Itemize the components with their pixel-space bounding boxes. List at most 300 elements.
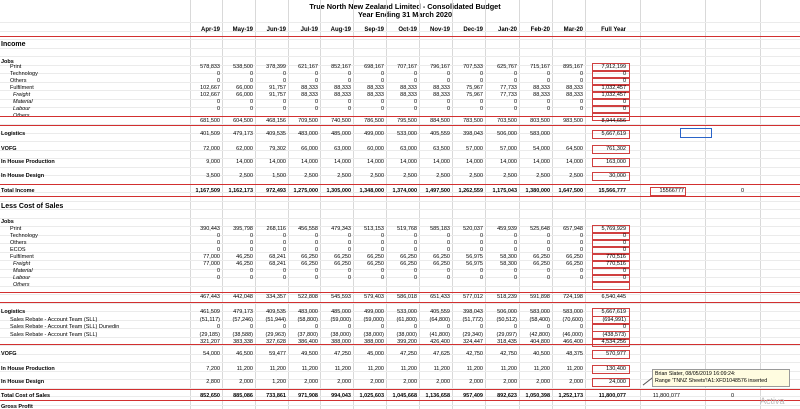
value-cell[interactable]: 2,500 xyxy=(304,173,318,179)
value-cell[interactable]: 709,500 xyxy=(298,118,318,124)
value-cell[interactable]: 0 xyxy=(446,106,450,112)
value-cell[interactable]: 0 xyxy=(216,233,220,239)
value-cell[interactable]: 409,535 xyxy=(266,131,286,137)
value-cell[interactable]: 0 xyxy=(216,275,220,281)
value-cell[interactable]: 401,509 xyxy=(200,131,220,137)
value-cell[interactable]: 0 xyxy=(282,71,286,77)
value-cell[interactable]: 0 xyxy=(413,324,417,330)
value-cell[interactable]: 91,757 xyxy=(269,85,286,91)
value-cell[interactable]: 2,500 xyxy=(469,173,483,179)
value-cell[interactable]: 0 xyxy=(282,275,286,281)
value-cell[interactable] xyxy=(487,281,517,289)
value-cell[interactable]: 75,967 xyxy=(466,85,483,91)
value-cell[interactable]: 852,167 xyxy=(331,64,351,70)
value-cell[interactable]: 0 xyxy=(446,324,450,330)
value-cell[interactable]: 1,045,668 xyxy=(392,393,417,399)
full-year-cell[interactable]: 0 xyxy=(622,233,626,239)
value-cell[interactable]: 621,167 xyxy=(298,64,318,70)
value-cell[interactable]: 77,733 xyxy=(500,92,517,98)
value-cell[interactable]: 0 xyxy=(380,240,384,246)
full-year-cell[interactable]: (438,573) xyxy=(602,331,626,338)
full-year-cell[interactable]: (694,991) xyxy=(602,316,626,323)
value-cell[interactable]: 0 xyxy=(446,71,450,77)
value-cell[interactable]: 2,500 xyxy=(403,173,417,179)
value-cell[interactable]: 66,250 xyxy=(334,254,351,260)
full-year-cell[interactable]: 130,400 xyxy=(606,366,626,372)
value-cell[interactable]: 2,500 xyxy=(370,173,384,179)
value-cell[interactable]: 54,000 xyxy=(533,146,550,152)
value-cell[interactable]: 318,435 xyxy=(497,339,517,345)
value-cell[interactable]: 707,533 xyxy=(463,64,483,70)
extra-cell[interactable]: 0 xyxy=(740,188,744,194)
value-cell[interactable]: 2,500 xyxy=(239,173,253,179)
value-cell[interactable]: 0 xyxy=(380,324,384,330)
value-cell[interactable]: 0 xyxy=(446,99,450,105)
value-cell[interactable]: 14,000 xyxy=(500,159,517,165)
value-cell[interactable]: 533,000 xyxy=(397,131,417,137)
value-cell[interactable]: 11,200 xyxy=(301,366,318,372)
value-cell[interactable]: 0 xyxy=(249,268,253,274)
value-cell[interactable]: 2,000 xyxy=(436,379,450,385)
value-cell[interactable]: 0 xyxy=(249,78,253,84)
value-cell[interactable]: 518,239 xyxy=(497,294,517,300)
value-cell[interactable]: 0 xyxy=(314,247,318,253)
value-cell[interactable]: 983,500 xyxy=(563,118,583,124)
value-cell[interactable]: 0 xyxy=(380,71,384,77)
value-cell[interactable]: 483,000 xyxy=(298,131,318,137)
value-cell[interactable]: 0 xyxy=(513,78,517,84)
value-cell[interactable]: 40,500 xyxy=(533,351,550,357)
value-cell[interactable]: 0 xyxy=(546,240,550,246)
full-year-cell[interactable]: 0 xyxy=(622,324,626,330)
value-cell[interactable]: 88,333 xyxy=(433,92,450,98)
value-cell[interactable]: 46,250 xyxy=(236,254,253,260)
value-cell[interactable]: 479,173 xyxy=(233,131,253,137)
value-cell[interactable]: 783,500 xyxy=(463,118,483,124)
value-cell[interactable]: 1,497,500 xyxy=(425,188,450,194)
extra-cell[interactable]: 0 xyxy=(730,393,734,399)
value-cell[interactable]: 66,250 xyxy=(301,261,318,267)
value-cell[interactable]: 577,012 xyxy=(463,294,483,300)
value-cell[interactable]: 57,000 xyxy=(466,146,483,152)
full-year-cell[interactable]: 7,912,199 xyxy=(601,64,626,70)
value-cell[interactable] xyxy=(223,281,253,289)
extra-cell[interactable]: 11,800,077 xyxy=(652,393,680,399)
value-cell[interactable]: 2,000 xyxy=(569,379,583,385)
value-cell[interactable]: 11,200 xyxy=(466,366,483,372)
value-cell[interactable]: 378,399 xyxy=(266,64,286,70)
value-cell[interactable] xyxy=(553,281,583,289)
value-cell[interactable]: 0 xyxy=(546,275,550,281)
value-cell[interactable]: 1,175,043 xyxy=(492,188,517,194)
value-cell[interactable]: 0 xyxy=(380,247,384,253)
value-cell[interactable]: 2,500 xyxy=(536,173,550,179)
value-cell[interactable]: 64,500 xyxy=(566,146,583,152)
value-cell[interactable]: 0 xyxy=(413,106,417,112)
value-cell[interactable]: 383,338 xyxy=(233,339,253,345)
value-cell[interactable]: 2,500 xyxy=(503,173,517,179)
value-cell[interactable]: (51,944) xyxy=(265,316,286,323)
full-year-cell[interactable]: 24,000 xyxy=(609,379,626,385)
full-year-cell[interactable]: 0 xyxy=(622,78,626,84)
value-cell[interactable]: (38,000) xyxy=(363,331,384,338)
value-cell[interactable]: 0 xyxy=(513,268,517,274)
value-cell[interactable]: 0 xyxy=(380,99,384,105)
value-cell[interactable]: 88,333 xyxy=(367,85,384,91)
value-cell[interactable]: 14,000 xyxy=(334,159,351,165)
value-cell[interactable]: 0 xyxy=(579,240,583,246)
value-cell[interactable]: 0 xyxy=(579,268,583,274)
value-cell[interactable]: 499,000 xyxy=(364,131,384,137)
value-cell[interactable]: 506,000 xyxy=(497,131,517,137)
value-cell[interactable]: 14,000 xyxy=(367,159,384,165)
value-cell[interactable]: 0 xyxy=(282,99,286,105)
value-cell[interactable]: 386,400 xyxy=(298,339,318,345)
value-cell[interactable]: 47,625 xyxy=(433,351,450,357)
value-cell[interactable]: 971,908 xyxy=(298,393,318,399)
value-cell[interactable]: 88,333 xyxy=(533,92,550,98)
value-cell[interactable]: 0 xyxy=(380,275,384,281)
value-cell[interactable]: 0 xyxy=(579,247,583,253)
value-cell[interactable]: 88,333 xyxy=(566,85,583,91)
value-cell[interactable]: 0 xyxy=(546,324,550,330)
value-cell[interactable]: 404,800 xyxy=(530,339,550,345)
value-cell[interactable]: (37,800) xyxy=(297,331,318,338)
value-cell[interactable]: (59,000) xyxy=(330,316,351,323)
value-cell[interactable]: 1,275,000 xyxy=(293,188,318,194)
value-cell[interactable]: 0 xyxy=(546,106,550,112)
value-cell[interactable]: 56,975 xyxy=(466,254,483,260)
value-cell[interactable]: 390,443 xyxy=(200,226,220,232)
value-cell[interactable]: 1,262,559 xyxy=(458,188,483,194)
value-cell[interactable]: (29,340) xyxy=(462,331,483,338)
value-cell[interactable]: (51,117) xyxy=(199,316,220,323)
value-cell[interactable] xyxy=(321,281,351,289)
full-year-cell[interactable]: 0 xyxy=(622,71,626,77)
value-cell[interactable]: 459,939 xyxy=(497,226,517,232)
full-year-cell[interactable]: 5,769,929 xyxy=(601,226,626,232)
full-year-cell[interactable]: 1,032,457 xyxy=(601,92,626,98)
full-year-cell[interactable]: 5,667,619 xyxy=(601,131,626,137)
value-cell[interactable]: 88,333 xyxy=(533,85,550,91)
value-cell[interactable]: 49,500 xyxy=(301,351,318,357)
value-cell[interactable]: 48,375 xyxy=(566,351,583,357)
selected-cell[interactable] xyxy=(680,128,712,138)
value-cell[interactable]: 0 xyxy=(282,106,286,112)
value-cell[interactable]: 14,000 xyxy=(269,159,286,165)
full-year-cell[interactable]: 0 xyxy=(622,268,626,274)
value-cell[interactable]: 0 xyxy=(479,268,483,274)
value-cell[interactable]: 0 xyxy=(314,71,318,77)
value-cell[interactable]: 47,250 xyxy=(334,351,351,357)
value-cell[interactable]: 499,000 xyxy=(364,309,384,315)
value-cell[interactable]: 2,000 xyxy=(239,379,253,385)
value-cell[interactable]: 398,043 xyxy=(463,131,483,137)
value-cell[interactable]: 0 xyxy=(314,275,318,281)
value-cell[interactable]: 740,500 xyxy=(331,118,351,124)
full-year-cell[interactable]: 761,302 xyxy=(606,146,626,152)
value-cell[interactable]: 513,153 xyxy=(364,226,384,232)
value-cell[interactable]: 88,333 xyxy=(301,85,318,91)
value-cell[interactable]: (57,246) xyxy=(232,316,253,323)
value-cell[interactable]: 102,667 xyxy=(200,92,220,98)
value-cell[interactable]: 0 xyxy=(413,275,417,281)
value-cell[interactable]: 46,500 xyxy=(236,351,253,357)
value-cell[interactable]: 0 xyxy=(282,78,286,84)
value-cell[interactable]: 0 xyxy=(216,240,220,246)
value-cell[interactable]: (50,512) xyxy=(496,316,517,323)
value-cell[interactable]: 506,000 xyxy=(497,309,517,315)
value-cell[interactable]: 0 xyxy=(216,268,220,274)
value-cell[interactable]: 0 xyxy=(513,275,517,281)
value-cell[interactable]: 884,500 xyxy=(430,118,450,124)
value-cell[interactable]: 46,250 xyxy=(236,261,253,267)
value-cell[interactable]: 485,000 xyxy=(331,131,351,137)
value-cell[interactable]: 42,750 xyxy=(466,351,483,357)
value-cell[interactable]: 0 xyxy=(347,233,351,239)
value-cell[interactable]: 54,000 xyxy=(203,351,220,357)
value-cell[interactable]: 1,167,509 xyxy=(195,188,220,194)
value-cell[interactable]: 707,167 xyxy=(397,64,417,70)
value-cell[interactable]: 0 xyxy=(513,324,517,330)
value-cell[interactable]: 0 xyxy=(249,233,253,239)
value-cell[interactable]: (64,800) xyxy=(429,316,450,323)
value-cell[interactable]: 88,333 xyxy=(367,92,384,98)
value-cell[interactable]: 9,000 xyxy=(206,159,220,165)
value-cell[interactable]: 0 xyxy=(249,71,253,77)
value-cell[interactable]: 2,800 xyxy=(206,379,220,385)
value-cell[interactable]: 583,000 xyxy=(530,309,550,315)
value-cell[interactable] xyxy=(288,281,318,289)
value-cell[interactable]: 11,200 xyxy=(400,366,417,372)
value-cell[interactable]: 324,447 xyxy=(463,339,483,345)
value-cell[interactable]: 0 xyxy=(314,324,318,330)
value-cell[interactable]: 0 xyxy=(546,233,550,239)
value-cell[interactable]: 467,443 xyxy=(200,294,220,300)
value-cell[interactable]: 0 xyxy=(479,233,483,239)
value-cell[interactable]: 1,162,173 xyxy=(228,188,253,194)
value-cell[interactable]: 538,500 xyxy=(233,64,253,70)
value-cell[interactable]: 0 xyxy=(347,71,351,77)
value-cell[interactable]: 60,000 xyxy=(367,146,384,152)
value-cell[interactable]: 895,167 xyxy=(563,64,583,70)
value-cell[interactable]: 59,477 xyxy=(269,351,286,357)
value-cell[interactable]: 14,000 xyxy=(236,159,253,165)
value-cell[interactable]: 0 xyxy=(479,247,483,253)
value-cell[interactable]: 0 xyxy=(446,233,450,239)
value-cell[interactable]: 0 xyxy=(479,275,483,281)
value-cell[interactable]: 681,500 xyxy=(200,118,220,124)
value-cell[interactable]: (58,800) xyxy=(297,316,318,323)
value-cell[interactable]: 72,000 xyxy=(203,146,220,152)
value-cell[interactable]: 1,380,000 xyxy=(525,188,550,194)
value-cell[interactable]: (51,772) xyxy=(462,316,483,323)
value-cell[interactable]: 1,252,173 xyxy=(558,393,583,399)
full-year-cell[interactable]: 0 xyxy=(622,247,626,253)
value-cell[interactable]: 0 xyxy=(347,78,351,84)
value-cell[interactable]: (70,600) xyxy=(562,316,583,323)
value-cell[interactable]: 426,400 xyxy=(430,339,450,345)
value-cell[interactable]: 0 xyxy=(249,99,253,105)
value-cell[interactable]: 63,500 xyxy=(433,146,450,152)
value-cell[interactable]: 0 xyxy=(347,247,351,253)
value-cell[interactable]: 88,333 xyxy=(400,85,417,91)
value-cell[interactable]: 852,650 xyxy=(200,393,220,399)
value-cell[interactable]: 268,116 xyxy=(266,226,286,232)
value-cell[interactable]: 7,200 xyxy=(206,366,220,372)
value-cell[interactable]: 1,200 xyxy=(272,379,286,385)
value-cell[interactable]: 0 xyxy=(546,247,550,253)
value-cell[interactable]: 2,000 xyxy=(536,379,550,385)
value-cell[interactable]: 456,558 xyxy=(298,226,318,232)
value-cell[interactable]: 0 xyxy=(216,71,220,77)
value-cell[interactable]: 0 xyxy=(479,71,483,77)
value-cell[interactable]: 703,500 xyxy=(497,118,517,124)
value-cell[interactable]: 0 xyxy=(282,247,286,253)
value-cell[interactable]: 1,374,000 xyxy=(392,188,417,194)
value-cell[interactable]: 625,767 xyxy=(497,64,517,70)
value-cell[interactable]: 795,500 xyxy=(397,118,417,124)
value-cell[interactable]: 0 xyxy=(579,106,583,112)
value-cell[interactable]: 66,250 xyxy=(533,254,550,260)
value-cell[interactable]: (59,000) xyxy=(363,316,384,323)
value-cell[interactable]: 0 xyxy=(347,240,351,246)
value-cell[interactable]: 66,250 xyxy=(433,254,450,260)
value-cell[interactable]: 63,000 xyxy=(334,146,351,152)
value-cell[interactable]: 583,000 xyxy=(530,131,550,137)
value-cell[interactable]: 0 xyxy=(249,106,253,112)
value-cell[interactable]: 2,500 xyxy=(337,173,351,179)
value-cell[interactable]: 0 xyxy=(513,71,517,77)
value-cell[interactable]: 0 xyxy=(347,99,351,105)
value-cell[interactable]: 0 xyxy=(513,233,517,239)
value-cell[interactable]: 66,250 xyxy=(334,261,351,267)
value-cell[interactable]: 0 xyxy=(446,240,450,246)
value-cell[interactable]: 0 xyxy=(479,106,483,112)
full-year-cell[interactable]: 15,566,777 xyxy=(598,188,626,194)
value-cell[interactable]: 66,250 xyxy=(400,261,417,267)
full-year-cell[interactable]: 5,667,619 xyxy=(601,309,626,315)
value-cell[interactable]: 68,241 xyxy=(269,261,286,267)
value-cell[interactable]: 578,833 xyxy=(200,64,220,70)
full-year-cell[interactable]: 11,800,077 xyxy=(598,393,626,399)
value-cell[interactable]: 0 xyxy=(314,268,318,274)
value-cell[interactable]: (46,000) xyxy=(562,331,583,338)
value-cell[interactable]: 0 xyxy=(216,78,220,84)
value-cell[interactable]: 0 xyxy=(380,268,384,274)
value-cell[interactable]: 466,400 xyxy=(563,339,583,345)
value-cell[interactable]: 388,000 xyxy=(331,339,351,345)
value-cell[interactable]: 14,000 xyxy=(433,159,450,165)
full-year-cell[interactable]: 8,944,656 xyxy=(601,118,626,124)
value-cell[interactable]: 11,200 xyxy=(533,366,550,372)
value-cell[interactable]: (38,588) xyxy=(232,331,253,338)
value-cell[interactable]: 66,250 xyxy=(433,261,450,267)
value-cell[interactable]: 957,409 xyxy=(463,393,483,399)
value-cell[interactable]: 0 xyxy=(314,233,318,239)
value-cell[interactable]: 0 xyxy=(314,106,318,112)
value-cell[interactable]: 522,808 xyxy=(298,294,318,300)
value-cell[interactable]: 0 xyxy=(282,240,286,246)
value-cell[interactable]: 88,333 xyxy=(334,92,351,98)
value-cell[interactable]: 698,167 xyxy=(364,64,384,70)
value-cell[interactable]: 468,156 xyxy=(266,118,286,124)
value-cell[interactable]: (29,185) xyxy=(199,331,220,338)
value-cell[interactable]: 0 xyxy=(216,106,220,112)
value-cell[interactable]: 0 xyxy=(479,78,483,84)
value-cell[interactable]: 1,348,000 xyxy=(359,188,384,194)
value-cell[interactable]: 2,000 xyxy=(304,379,318,385)
full-year-cell[interactable]: 0 xyxy=(622,240,626,246)
value-cell[interactable]: 0 xyxy=(282,233,286,239)
value-cell[interactable]: 0 xyxy=(216,99,220,105)
value-cell[interactable]: 66,000 xyxy=(236,92,253,98)
value-cell[interactable]: 0 xyxy=(446,247,450,253)
value-cell[interactable]: 0 xyxy=(413,78,417,84)
full-year-cell[interactable]: 163,000 xyxy=(606,159,626,165)
value-cell[interactable]: 327,628 xyxy=(266,339,286,345)
value-cell[interactable] xyxy=(354,281,384,289)
value-cell[interactable]: 442,048 xyxy=(233,294,253,300)
value-cell[interactable]: 786,500 xyxy=(364,118,384,124)
value-cell[interactable]: 66,250 xyxy=(533,261,550,267)
value-cell[interactable]: 0 xyxy=(546,78,550,84)
value-cell[interactable]: 45,000 xyxy=(367,351,384,357)
value-cell[interactable]: 2,000 xyxy=(469,379,483,385)
value-cell[interactable]: 88,333 xyxy=(334,85,351,91)
value-cell[interactable]: 334,357 xyxy=(266,294,286,300)
value-cell[interactable]: 2,000 xyxy=(337,379,351,385)
value-cell[interactable]: 0 xyxy=(413,240,417,246)
value-cell[interactable]: 591,898 xyxy=(530,294,550,300)
value-cell[interactable]: 586,018 xyxy=(397,294,417,300)
value-cell[interactable]: 0 xyxy=(446,268,450,274)
value-cell[interactable]: 479,343 xyxy=(331,226,351,232)
value-cell[interactable]: 0 xyxy=(216,247,220,253)
value-cell[interactable]: 583,000 xyxy=(563,309,583,315)
value-cell[interactable]: 0 xyxy=(249,247,253,253)
value-cell[interactable]: 66,000 xyxy=(301,146,318,152)
value-cell[interactable]: 1,025,603 xyxy=(359,393,384,399)
value-cell[interactable]: 66,250 xyxy=(566,254,583,260)
value-cell[interactable]: 0 xyxy=(413,247,417,253)
value-cell[interactable]: 0 xyxy=(347,275,351,281)
value-cell[interactable]: 62,000 xyxy=(236,146,253,152)
value-cell[interactable]: 399,200 xyxy=(397,339,417,345)
value-cell[interactable]: 885,086 xyxy=(233,393,253,399)
value-cell[interactable]: 88,333 xyxy=(301,92,318,98)
value-cell[interactable]: 0 xyxy=(579,233,583,239)
value-cell[interactable]: 75,967 xyxy=(466,92,483,98)
value-cell[interactable]: 0 xyxy=(413,71,417,77)
value-cell[interactable]: 0 xyxy=(282,268,286,274)
value-cell[interactable]: 519,768 xyxy=(397,226,417,232)
value-cell[interactable]: 0 xyxy=(413,99,417,105)
value-cell[interactable]: 11,200 xyxy=(566,366,583,372)
value-cell[interactable]: 0 xyxy=(413,268,417,274)
value-cell[interactable]: 77,000 xyxy=(203,261,220,267)
value-cell[interactable]: (58,400) xyxy=(529,316,550,323)
value-cell[interactable]: 0 xyxy=(513,247,517,253)
value-cell[interactable]: 1,136,658 xyxy=(425,393,450,399)
value-cell[interactable]: 321,207 xyxy=(200,339,220,345)
value-cell[interactable]: 0 xyxy=(546,268,550,274)
value-cell[interactable]: 483,000 xyxy=(298,309,318,315)
value-cell[interactable]: 972,493 xyxy=(266,188,286,194)
value-cell[interactable]: 409,535 xyxy=(266,309,286,315)
value-cell[interactable]: 1,500 xyxy=(272,173,286,179)
value-cell[interactable]: 14,000 xyxy=(466,159,483,165)
